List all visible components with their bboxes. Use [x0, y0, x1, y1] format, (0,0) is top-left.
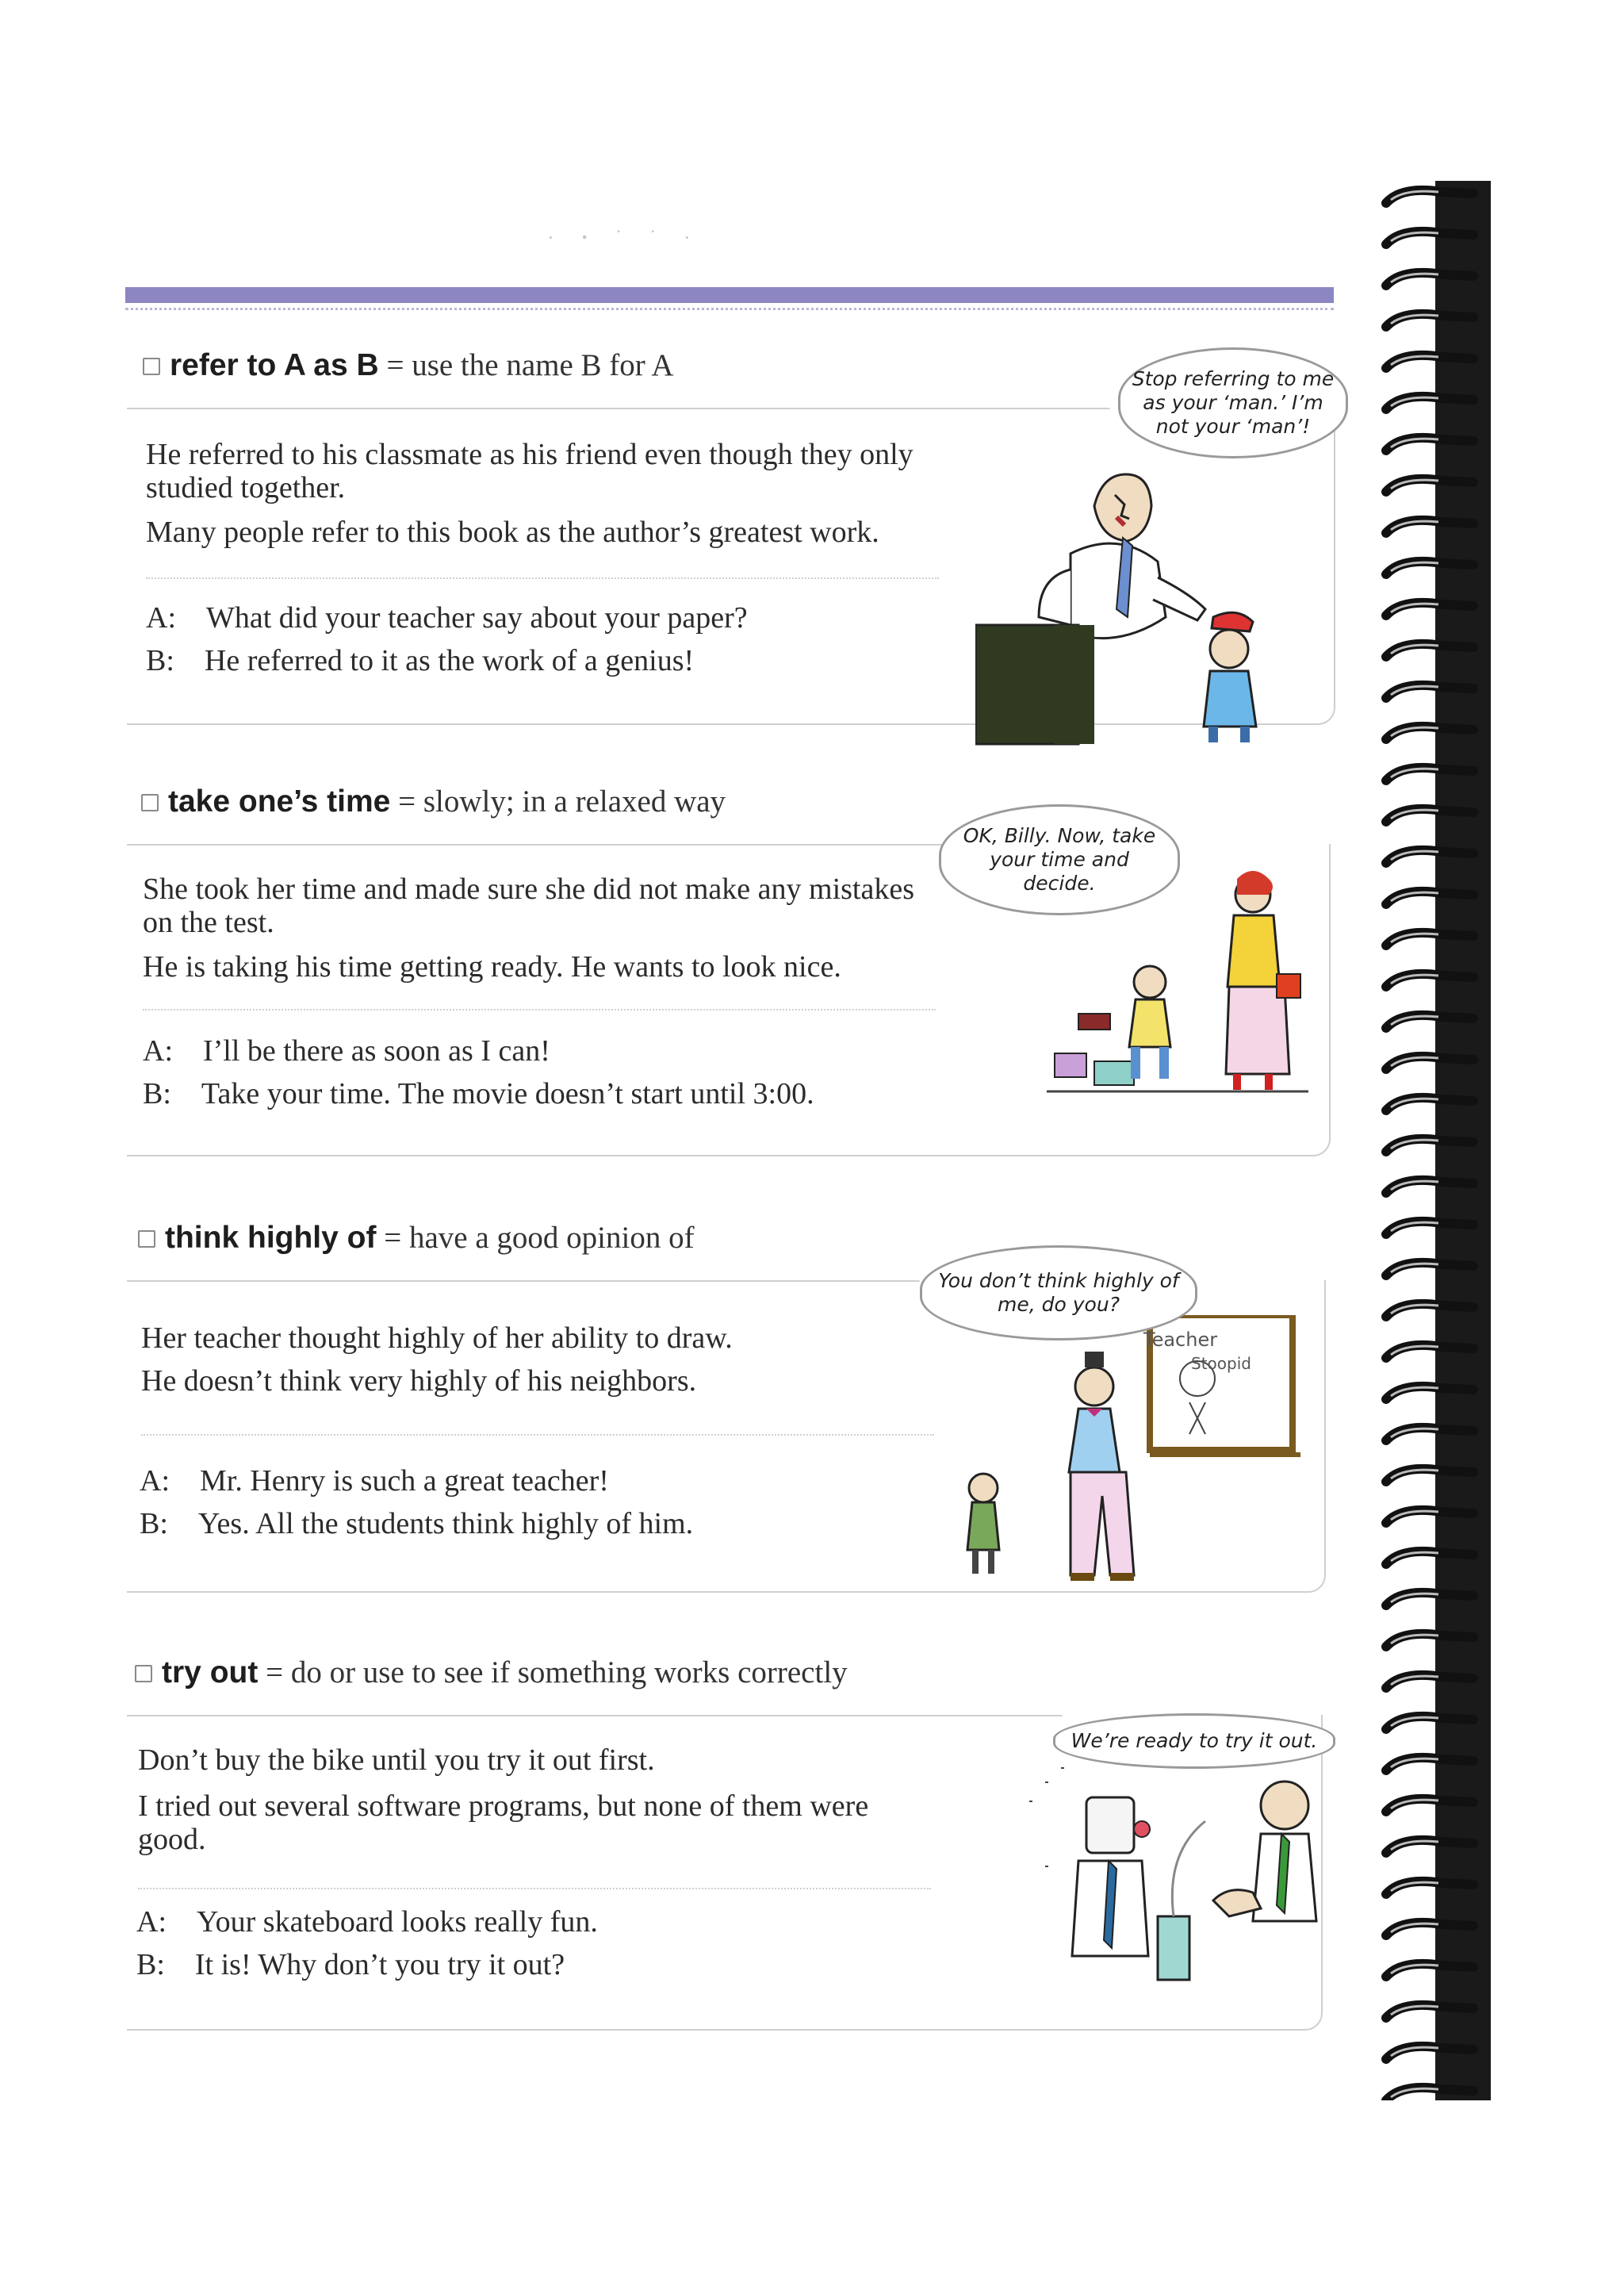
example-sentence: He is taking his time getting ready. He wants to look nice.	[143, 950, 841, 984]
example-sentence: Don’t buy the bike until you try it out first.	[138, 1743, 655, 1777]
example-sentence: He referred to his classmate as his friend even though they only studied together.	[146, 438, 914, 504]
entry-think-highly-of	[127, 1220, 1336, 1601]
keyword: try out	[162, 1655, 259, 1689]
dialogue-text: I’ll be there as soon as I can!	[203, 1034, 550, 1068]
cartoon-robot-and-scientist	[999, 1750, 1332, 2019]
keyword: think highly of	[165, 1221, 377, 1255]
entry-term	[141, 784, 726, 819]
speech-bubble: We’re ready to try it out.	[1053, 1713, 1335, 1769]
dialogue-text: What did your teacher say about your paper?	[206, 601, 748, 635]
dialogue-a	[143, 1034, 550, 1068]
speaker-label: B:	[146, 644, 174, 677]
speaker-label: A:	[136, 1905, 167, 1939]
entry-term	[143, 347, 674, 383]
definition: = have a good opinion of	[384, 1221, 695, 1255]
keyword: refer to A as B	[170, 348, 379, 382]
checkbox-icon[interactable]	[138, 1230, 155, 1248]
cartoon-man-scolding-boy	[975, 419, 1308, 752]
entry-refer-to	[127, 347, 1336, 728]
board-line-teacher: Teacher	[1143, 1329, 1218, 1351]
keyword: take one’s time	[168, 784, 391, 819]
dialogue-b	[136, 1948, 565, 1981]
dotted-separator	[141, 1434, 934, 1436]
speaker-label: B:	[136, 1948, 165, 1981]
dialogue-text: Your skateboard looks really fun.	[197, 1905, 598, 1939]
example-sentence: He doesn’t think very highly of his neighbors.	[141, 1364, 697, 1398]
speaker-label: A:	[143, 1034, 173, 1068]
speech-bubble: OK, Billy. Now, take your time and decide.	[939, 804, 1180, 915]
checkbox-icon[interactable]	[135, 1665, 152, 1682]
speaker-label: A:	[140, 1464, 170, 1498]
speaker-label: B:	[143, 1077, 171, 1110]
dialogue-a	[136, 1905, 598, 1939]
dotted-separator	[138, 1888, 931, 1889]
example-sentence: She took her time and made sure she did not make any mistakes on the test.	[143, 873, 914, 939]
speech-bubble: You don’t think highly of me, do you?	[920, 1245, 1197, 1340]
spiral-binding	[1380, 181, 1499, 2100]
dotted-separator	[143, 1009, 936, 1011]
board-line-stoopid: Stoopid	[1191, 1354, 1251, 1373]
dialogue-text: Take your time. The movie doesn’t start until 3:00.	[201, 1077, 814, 1110]
header-dotted-line	[125, 308, 1334, 310]
entry-term	[138, 1220, 695, 1256]
dialogue-b	[146, 644, 694, 677]
header-color-bar	[125, 287, 1334, 303]
dialogue-text: Mr. Henry is such a great teacher!	[200, 1464, 609, 1498]
dialogue-a	[146, 601, 748, 635]
blackboard-text	[1143, 1328, 1251, 1375]
dialogue-b	[143, 1077, 814, 1110]
definition: = slowly; in a relaxed way	[398, 784, 726, 819]
speaker-label: A:	[146, 601, 176, 635]
dialogue-text: It is! Why don’t you try it out?	[194, 1948, 565, 1981]
example-sentence: I tried out several software programs, but none of them were good.	[138, 1789, 869, 1856]
checkbox-icon[interactable]	[141, 794, 159, 811]
entry-try-out	[127, 1655, 1336, 2035]
dialogue-text: Yes. All the students think highly of him.	[197, 1507, 694, 1540]
dotted-separator	[146, 577, 939, 579]
entry-take-ones-time	[127, 784, 1336, 1164]
dialogue-a	[140, 1464, 609, 1498]
checkbox-icon[interactable]	[143, 358, 160, 375]
speaker-label: B:	[140, 1507, 168, 1540]
definition: = use the name B for A	[386, 348, 674, 382]
dialogue-b	[140, 1507, 693, 1540]
example-sentence: Her teacher thought highly of her ability to draw.	[141, 1321, 733, 1355]
faint-header-marks: · ꞏ ˙ ˙ ·	[547, 226, 702, 249]
definition: = do or use to see if something works correctly	[266, 1655, 848, 1689]
speech-bubble: Stop referring to me as your ‘man.’ I’m not your ‘man’!	[1118, 347, 1348, 458]
entry-term	[135, 1655, 848, 1690]
dialogue-text: He referred to it as the work of a genius!	[204, 644, 695, 677]
cartoon-teacher-and-student-blackboard	[952, 1315, 1316, 1593]
example-sentence: Many people refer to this book as the author’s greatest work.	[146, 516, 879, 549]
